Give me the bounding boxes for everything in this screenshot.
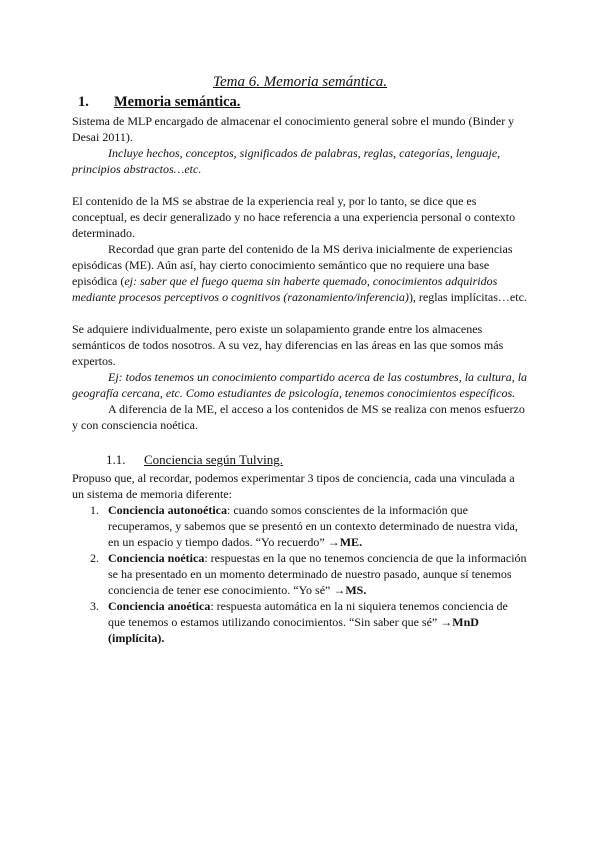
list-item xyxy=(72,550,528,598)
section-heading-1 xyxy=(72,93,528,111)
section-title: Memoria semántica. xyxy=(114,94,241,110)
list-text: : respuestas en la que no tenemos conciencia de que la información se ha presentado en un momento determinado de nuestro pasado, aunque sí tenemos conciencia de tener ese conocimiento. “Yo sé” xyxy=(108,551,527,597)
paragraph-abstraction: El contenido de la MS se abstrae de la experiencia real y, por lo tanto, se dice que es conceptual, es decir generalizado y no hace referencia a una experiencia personal o contexto determinado. xyxy=(72,194,516,240)
example-run: ej: saber que el fuego quema sin haberte quemado, conocimientos adquiridos mediante procesos perceptivos o cognitivos (razonamiento/inferencia) xyxy=(72,274,498,304)
paragraph-tulving: Propuso que, al recordar, podemos experimentar 3 tipos de conciencia, cada una vinculada a un sistema de memoria diferente: xyxy=(72,471,515,501)
list-number: 1. xyxy=(90,503,99,517)
section-number: 1. xyxy=(78,94,89,110)
list-text: : cuando somos conscientes de la información que recuperamos, y sabemos que se presentó en un contexto determinado de nuestra vida, en un espacio y tiempo dados. “Yo recuerdo” xyxy=(108,503,518,549)
list-text: : respuesta automática en la ni siquiera tenemos conciencia de que tenemos o estamos utilizando conocimientos. “Sin saber que sé” xyxy=(108,599,508,629)
list-number: 3. xyxy=(90,599,99,613)
paragraph-episodic-origin xyxy=(72,241,528,305)
consciousness-list xyxy=(72,502,528,646)
list-term: Conciencia autonoética xyxy=(108,503,227,517)
section-heading-1-1 xyxy=(72,451,528,469)
paragraph-definition: Sistema de MLP encargado de almacenar el conocimiento general sobre el mundo (Binder y Desai 2011). xyxy=(72,114,515,144)
paragraph-example: Ej: todos tenemos un conocimiento compartido acerca de las costumbres, la cultura, la geografía cercana, etc. Como estudiantes de psicología, tenemos conocimientos específicos. xyxy=(72,370,528,400)
list-arrow: →MnD (implícita). xyxy=(108,615,479,645)
list-item xyxy=(72,598,528,646)
paragraph-acquisition: Se adquiere individualmente, pero existe un solapamiento grande entre los almacenes semánticos de todos nosotros. A su vez, hay diferencias en las áreas en las que somos más expertos. xyxy=(72,322,504,368)
list-term: Conciencia noética xyxy=(108,551,205,565)
document-title: Tema 6. Memoria semántica. xyxy=(212,74,388,90)
list-term: Conciencia anoética xyxy=(108,599,211,613)
text-run: ), reglas implícitas…etc. xyxy=(408,290,527,304)
list-number: 2. xyxy=(90,551,99,565)
paragraph-includes: Incluye hechos, conceptos, significados de palabras, reglas, categorías, lenguaje, principios abstractos…etc. xyxy=(72,146,501,176)
text-run: Recordad que gran parte del contenido de la MS deriva inicialmente de experiencias episódicas (ME). Aún así, hay cierto conocimiento semántico que no requiere una base episódica ( xyxy=(72,242,513,288)
list-item xyxy=(72,502,528,550)
section-title: Conciencia según Tulving. xyxy=(144,452,284,467)
list-arrow: →MS. xyxy=(333,583,367,597)
page-content xyxy=(72,72,528,646)
list-arrow: →ME. xyxy=(327,535,363,549)
section-number: 1.1. xyxy=(106,452,126,467)
paragraph-access: A diferencia de la ME, el acceso a los contenidos de MS se realiza con menos esfuerzo y con consciencia noética. xyxy=(72,402,525,432)
